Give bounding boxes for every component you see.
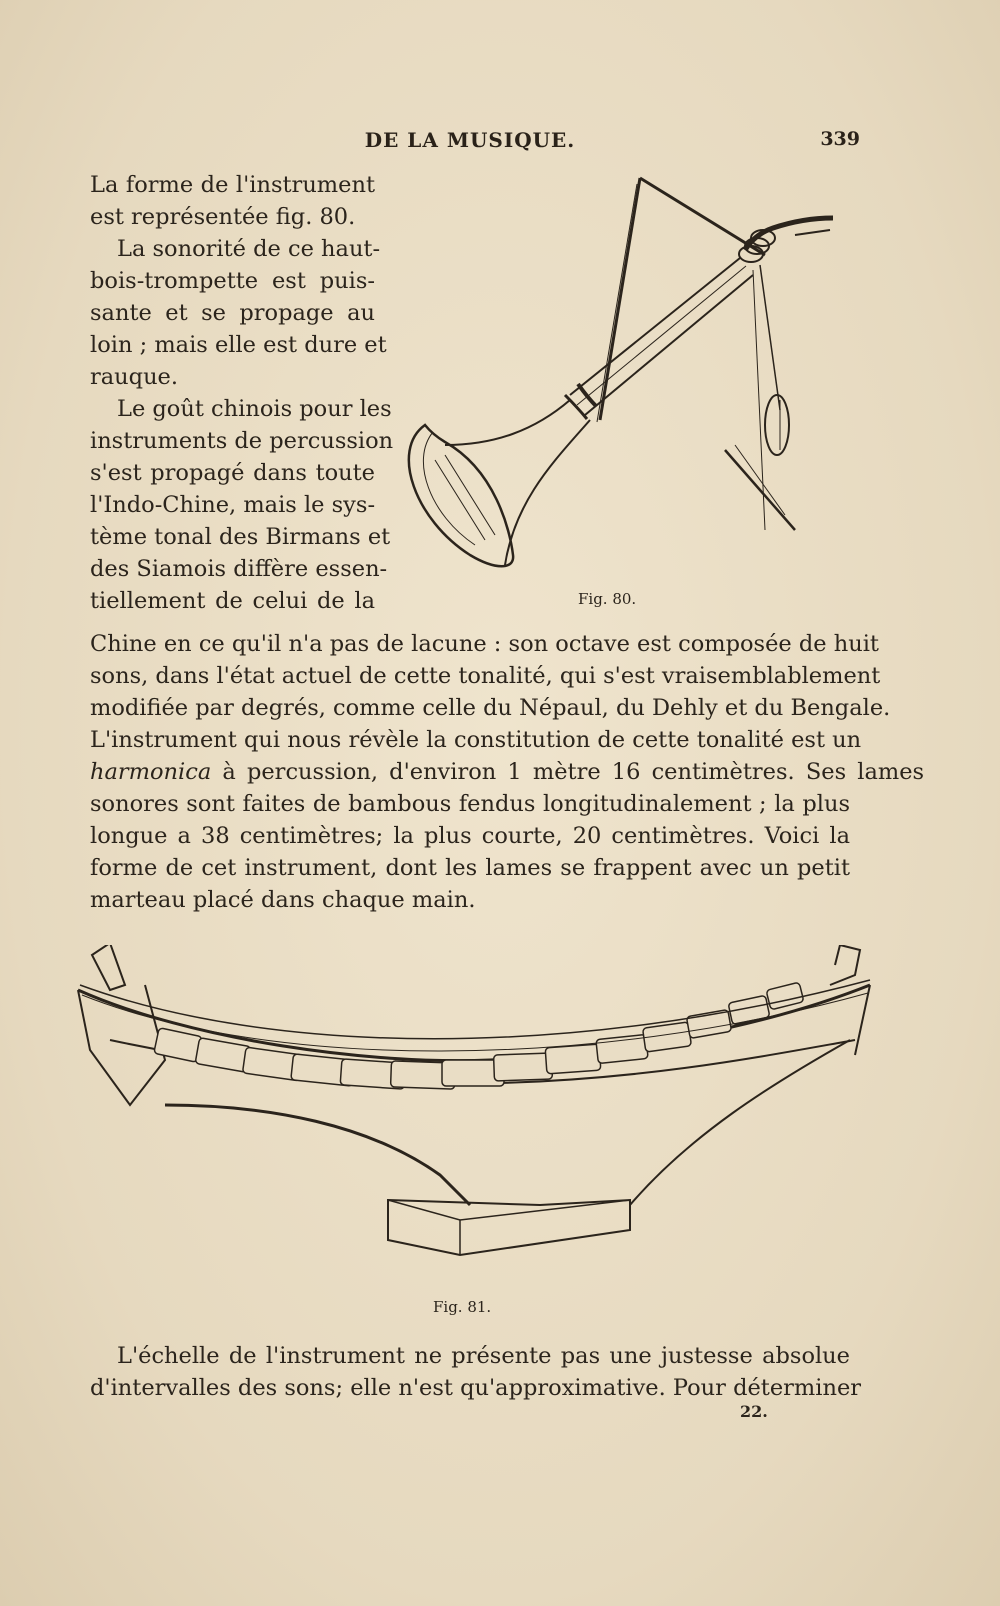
text-line: rauque. — [90, 364, 179, 390]
text-line: l'Indo-Chine, mais le sys- — [90, 492, 376, 518]
text-line: bois-trompette est puis- — [90, 268, 375, 294]
text-line: forme de cet instrument, dont les lames se frappent avec un petit — [90, 855, 850, 881]
italic-word: harmonica — [90, 759, 212, 785]
text-line: La forme de l'instrument — [90, 172, 375, 198]
text-line: sonores sont faites de bambous fendus longitudinalement ; la plus — [90, 791, 850, 817]
text-line: Le goût chinois pour les — [117, 396, 392, 422]
page-number: 339 — [820, 128, 860, 150]
text-line: modifiée par degrés, comme celle du Népaul, du Dehly et du Bengale. — [90, 695, 891, 721]
text-fragment: percussion, d'environ 1 mètre 16 centimètres. Ses lames — [246, 759, 925, 785]
text-line: marteau placé dans chaque main. — [90, 887, 476, 913]
text-line: est représentée fig. 80. — [90, 204, 356, 230]
connector-text: à — [211, 759, 247, 785]
text-line: sons, dans l'état actuel de cette tonalité, qui s'est vraisemblablement — [90, 663, 881, 689]
text-line: d'intervalles des sons; elle n'est qu'approximative. Pour déterminer — [90, 1375, 862, 1401]
text-line-with-italic — [90, 756, 925, 788]
figure-81-caption: Fig. 81. — [433, 1298, 492, 1316]
text-line: L'instrument qui nous révèle la constitution de cette tonalité est un — [90, 727, 862, 753]
text-line: s'est propagé dans toute — [90, 460, 375, 486]
text-line: La sonorité de ce haut- — [117, 236, 381, 262]
text-line: longue a 38 centimètres; la plus courte, 20 centimètres. Voici la — [90, 823, 850, 849]
text-line: tiellement de celui de la — [90, 588, 375, 614]
signature-mark: 22. — [740, 1402, 768, 1421]
text-line: Chine en ce qu'il n'a pas de lacune : son octave est composée de huit — [90, 631, 879, 657]
bamboo-harmonica-illustration — [70, 945, 880, 1290]
figure-80-caption: Fig. 80. — [578, 590, 637, 608]
text-line: tème tonal des Birmans et — [90, 524, 391, 550]
text-line: des Siamois diffère essen- — [90, 556, 388, 582]
text-line: L'échelle de l'instrument ne présente pas une justesse absolue — [117, 1343, 850, 1369]
oboe-trumpet-illustration — [385, 170, 845, 600]
text-line: loin ; mais elle est dure et — [90, 332, 387, 358]
text-line: sante et se propage au — [90, 300, 375, 326]
text-line: instruments de percussion — [90, 428, 394, 454]
running-title: DE LA MUSIQUE. — [364, 128, 576, 152]
